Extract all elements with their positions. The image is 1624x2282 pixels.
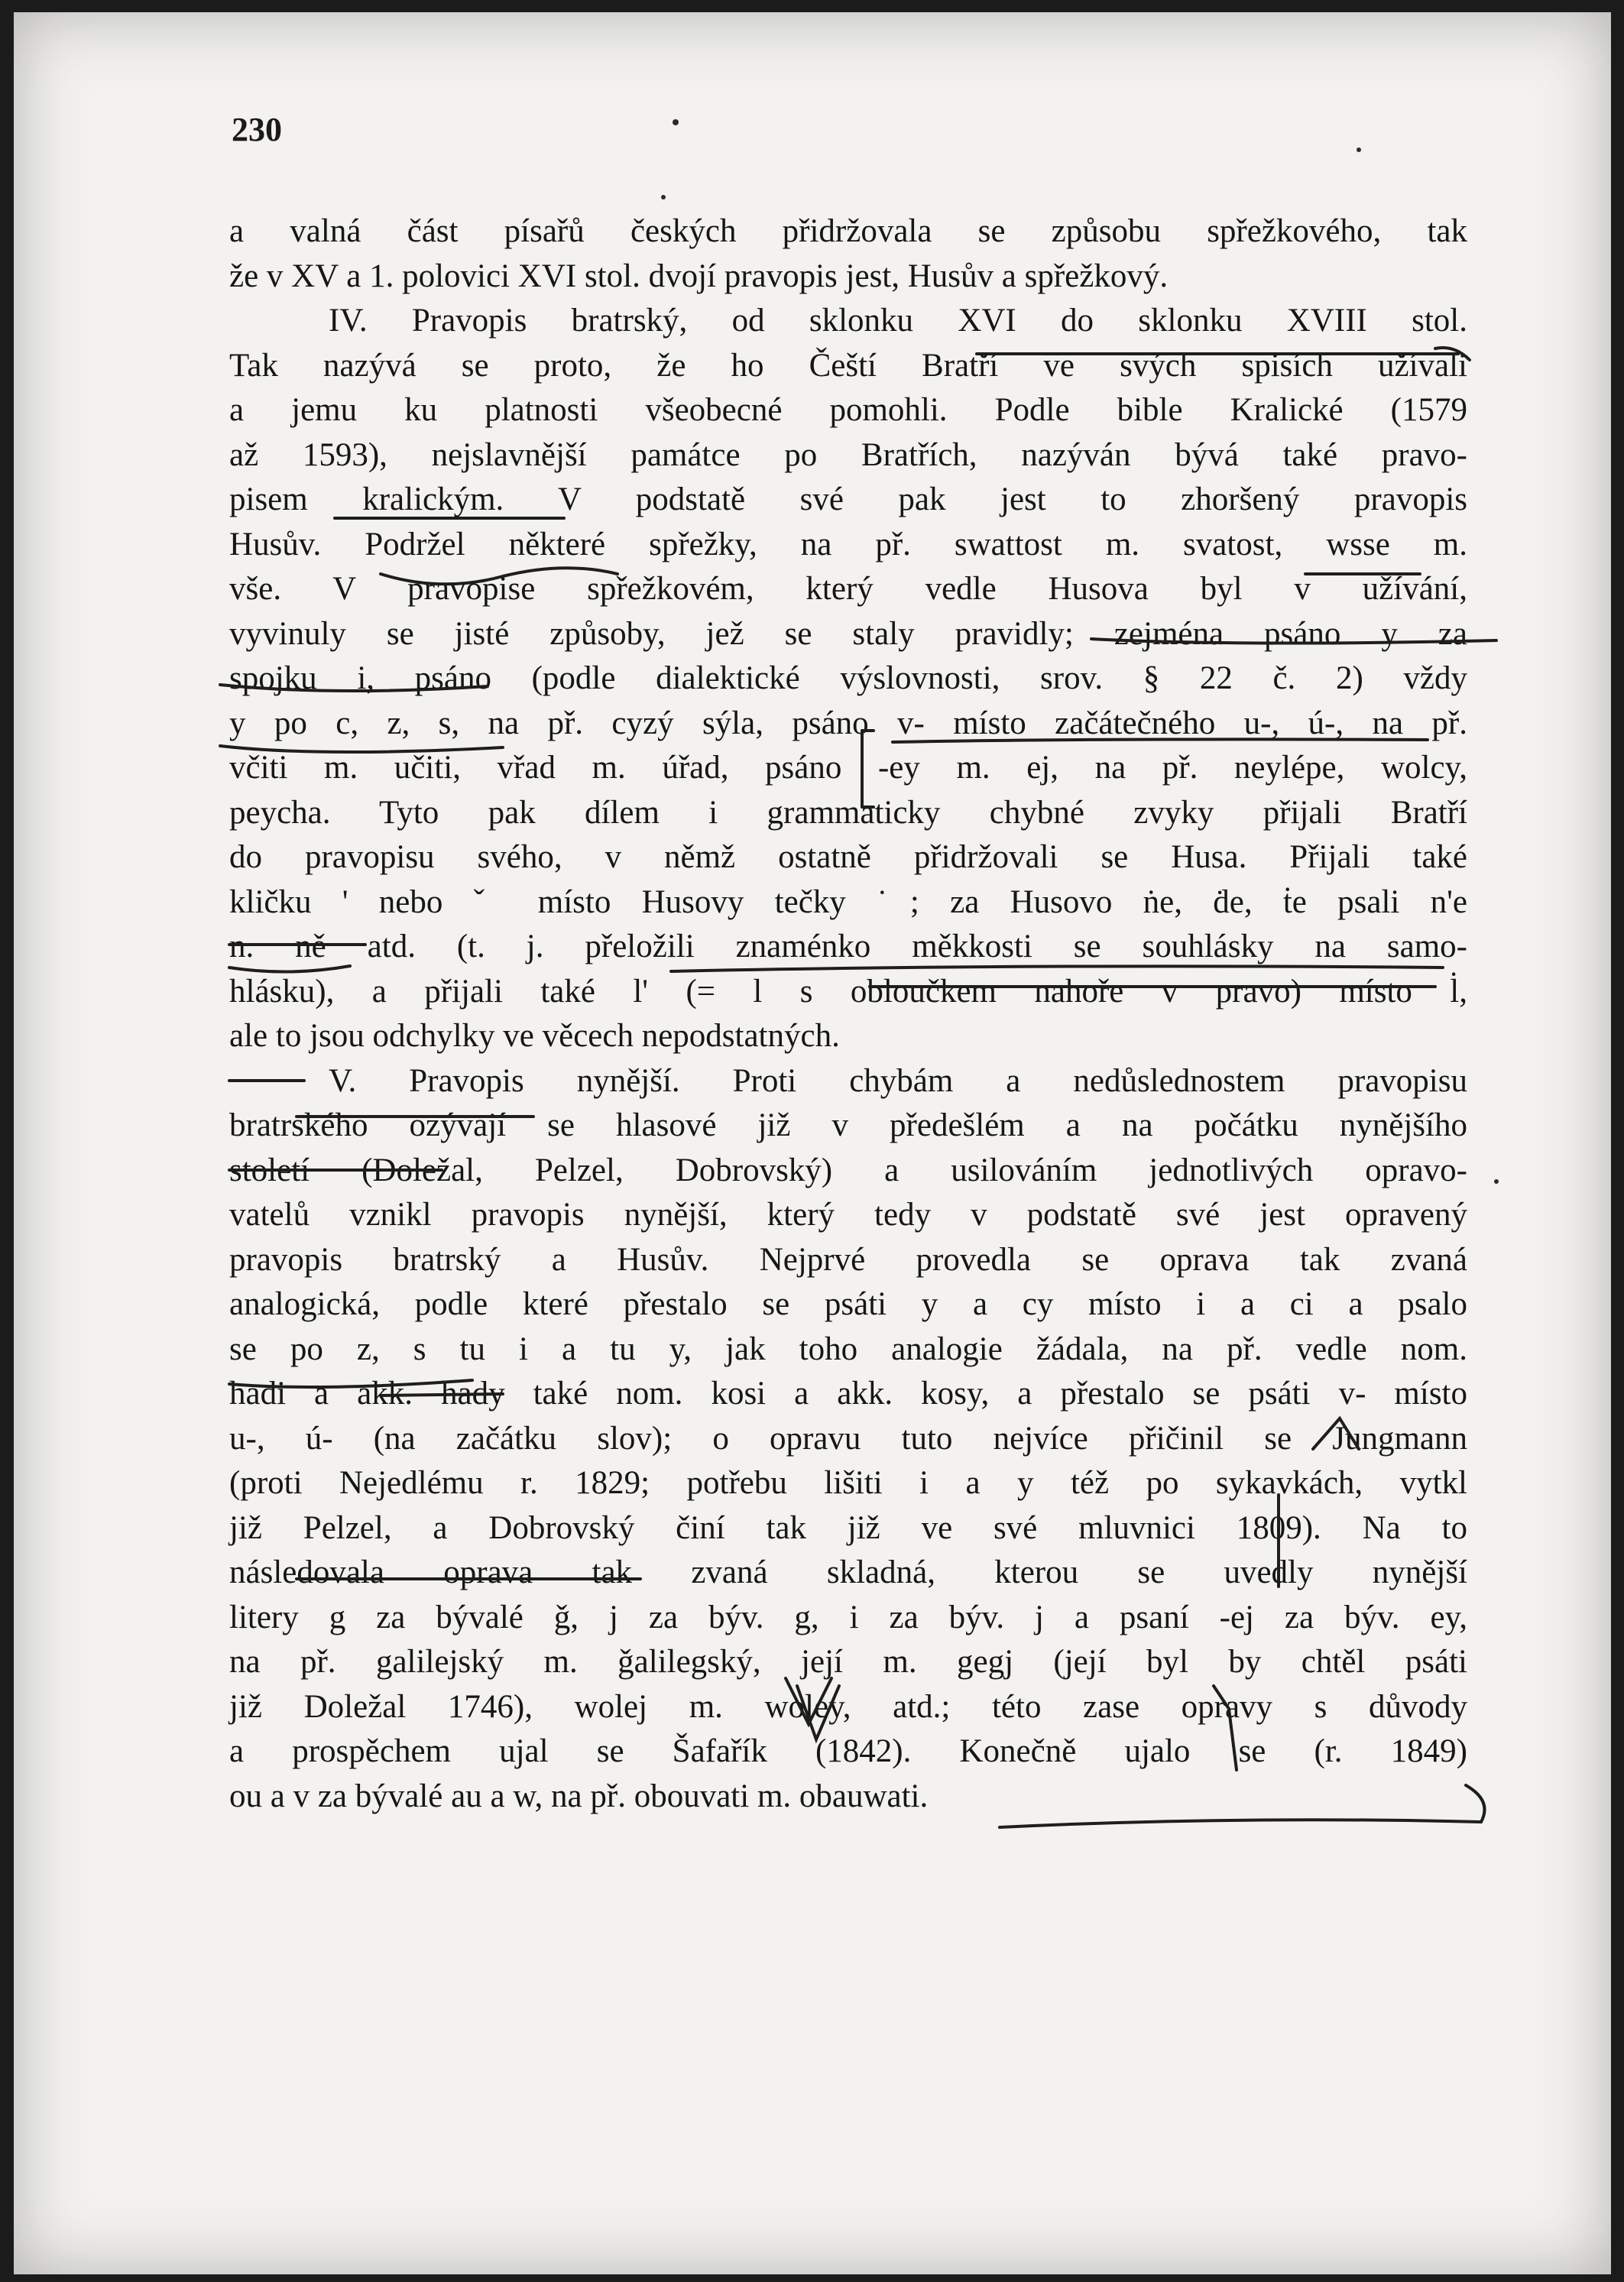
- text-line: peycha. Tyto pak dílem i grammaticky chybné zvyky přijali Bratří: [229, 794, 1467, 831]
- text-line: pravopis bratrský a Husův. Nejprvé provedla se oprava tak zvaná: [229, 1241, 1467, 1278]
- text-line: pisem kralickým. V podstatě své pak jest to zhoršený pravopis: [229, 481, 1467, 517]
- text-line: analogická, podle které přestalo se psáti y a cy místo i a ci a psalo: [229, 1286, 1467, 1322]
- text-line: a prospěchem ujal se Šafařík (1842). Konečně ujalo se (r. 1849): [229, 1733, 1467, 1769]
- book-page: [14, 12, 1611, 2274]
- text-line: ou a v za bývalé au a w, na př. obouvati m. obauwati.: [229, 1778, 929, 1814]
- text-line: (proti Nejedlému r. 1829; potřebu lišiti i a y též po sykavkách, vytkl: [229, 1465, 1467, 1501]
- text-line: až 1593), nejslavnější památce po Bratřích, nazýván bývá také pravo-: [229, 436, 1467, 473]
- text-line: spojku i, psáno (podle dialektické výslovnosti, srov. § 22 č. 2) vždy: [229, 660, 1467, 696]
- text-line: n. ně atd. (t. j. přeložili znaménko měkkosti se souhlásky na samo-: [229, 929, 1467, 964]
- text-line: hadi a akk. hady také nom. kosi a akk. kosy, a přestalo se psáti v- místo: [229, 1376, 1467, 1412]
- page-number: 230: [232, 111, 282, 148]
- text-line: vyvinuly se jisté způsoby, jež se staly pravidly; zejména psáno y za: [229, 615, 1467, 652]
- text-line: bratrského ozývají se hlasové již v předešlém a na počátku nynějšího: [229, 1107, 1467, 1143]
- text-line: Tak nazývá se proto, že ho Čeští Bratří ve svých spisích užívali: [229, 347, 1467, 384]
- text-line: y po c, z, s, na př. cyzý sýla, psáno v- místo začátečného u-, ú-, na př.: [229, 705, 1467, 741]
- text-line: a jemu ku platnosti všeobecné pomohli. Podle bible Kralické (1579: [229, 392, 1467, 428]
- text-line: na př. galilejský m. ǧalilegský, její m. gegj (její byl by chtěl psáti: [229, 1644, 1467, 1680]
- text-line: Husův. Podržel některé spřežky, na př. swattost m. svatost, wsse m.: [229, 526, 1467, 562]
- text-line: včiti m. učiti, vřad m. úřad, psáno -ey m. ej, na př. neylépe, wolcy,: [229, 750, 1467, 786]
- text-line: a valná část písařů českých přidržovala se způsobu spřežkového, tak: [229, 213, 1467, 249]
- text-line: u-, ú- (na začátku slov); o opravu tuto nejvíce přičinil se Jungmann: [229, 1420, 1467, 1457]
- text-line: již Pelzel, a Dobrovský činí tak již ve své mluvnici 1809). Na to: [229, 1509, 1467, 1546]
- text-line: že v XV a 1. polovici XVI stol. dvojí pravopis jest, Husův a spřežkový.: [229, 258, 1169, 294]
- section-heading-v: V. Pravopis nynější. Proti chybám a nedůslednostem pravopisu: [329, 1062, 1467, 1099]
- text-line: vatelů vznikl pravopis nynější, který tedy v podstatě své jest opravený: [229, 1197, 1467, 1233]
- text-line: litery g za bývalé ǧ, j za býv. g, i za býv. j a psaní -ej za býv. ey,: [229, 1599, 1467, 1635]
- text-line: do pravopisu svého, v němž ostatně přidržovali se Husa. Přijali také: [229, 839, 1467, 875]
- text-line: století (Doležal, Pelzel, Dobrovský) a usilováním jednotlivých opravo-: [229, 1152, 1467, 1188]
- text-line: vše. V pravopise spřežkovém, který vedle Husova byl v užívání,: [229, 571, 1467, 607]
- text-line: hlásku), a přijali také l' (= l s obloučkem nahoře v pravo) místo l̇,: [229, 973, 1467, 1010]
- section-heading-iv: IV. Pravopis bratrský, od sklonku XVI do sklonku XVIII stol.: [329, 303, 1467, 339]
- text-line: se po z, s tu i a tu y, jak toho analogie žádala, na př. vedle nom.: [229, 1331, 1467, 1367]
- body-text: [229, 209, 1467, 1819]
- text-line: kličku ' nebo ˇ místo Husovy tečky ˙; za Husovo ṅe, ḋe, ṫe psali n'e: [229, 883, 1467, 920]
- text-line: již Doležal 1746), wolej m. woley, atd.; této zase opravy s důvody: [229, 1688, 1467, 1725]
- text-line: ale to jsou odchylky ve věcech nepodstatných.: [229, 1018, 840, 1054]
- text-line: následovala oprava tak zvaná skladná, kterou se uvedly nynější: [229, 1554, 1467, 1590]
